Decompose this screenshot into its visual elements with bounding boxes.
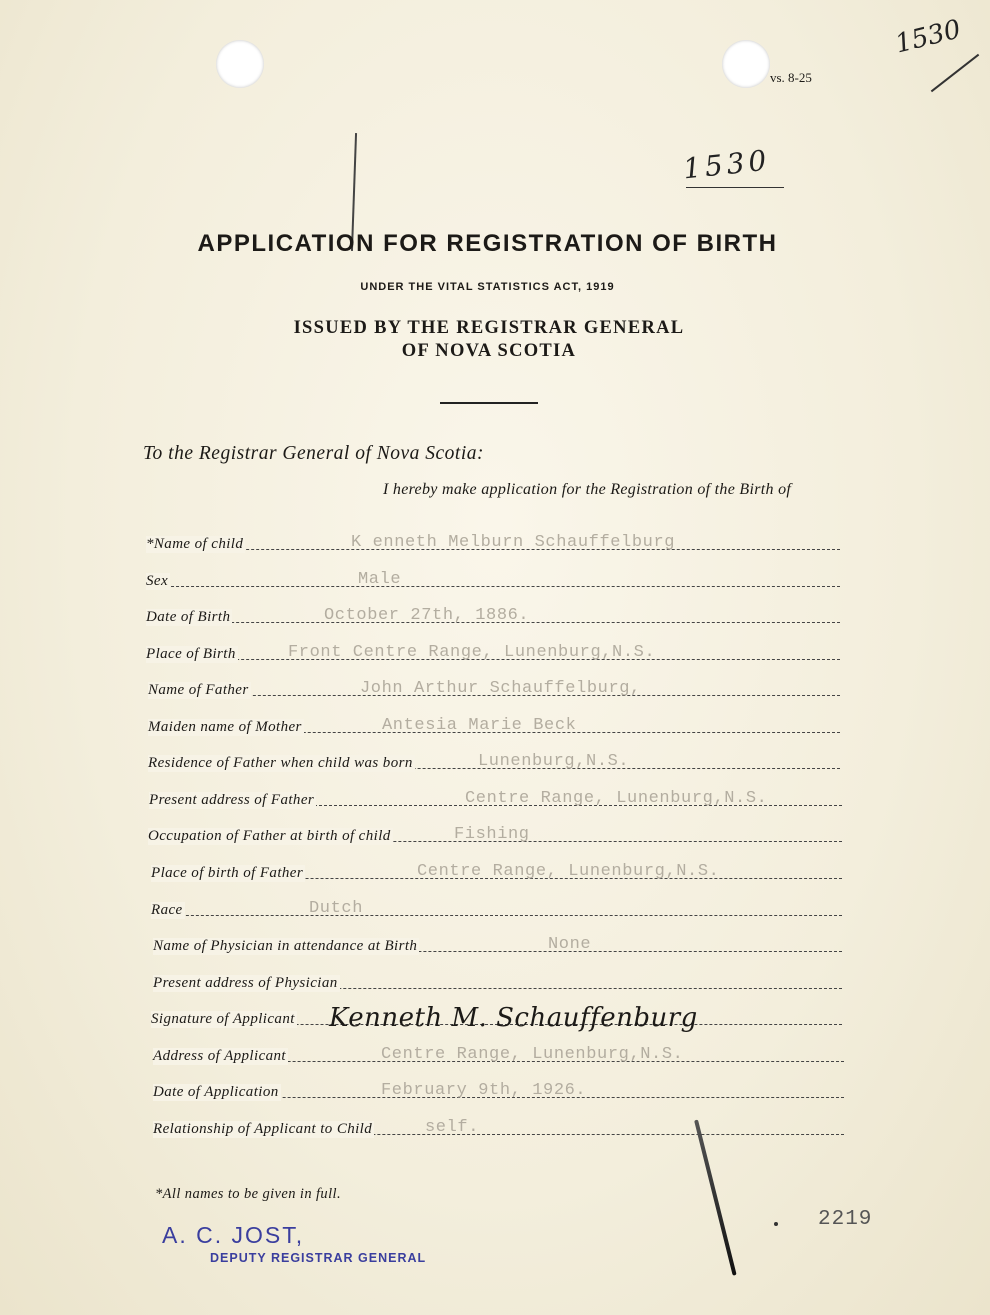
field-line: [151, 915, 842, 916]
field-label: Date of Birth: [146, 609, 231, 625]
field-value: K enneth Melburn Schauffelburg: [351, 533, 676, 552]
field-value: Dutch: [309, 899, 364, 918]
handwritten-number: 1530: [681, 143, 772, 186]
field-value: Antesia Marie Beck: [382, 716, 577, 735]
field-date-of-birth: [146, 606, 840, 628]
field-date-of-application: [153, 1081, 844, 1103]
field-sex: [146, 570, 840, 592]
field-label: Present address of Physician: [153, 975, 338, 991]
field-value: Centre Range, Lunenburg,N.S.: [465, 789, 768, 808]
stamp-name: A. C. JOST,: [162, 1222, 305, 1248]
field-present-address-of-father: [149, 789, 842, 811]
field-signature-of-applicant: [151, 1003, 842, 1033]
field-value: Fishing: [454, 825, 530, 844]
punch-hole-left: [216, 40, 264, 88]
field-label: Place of birth of Father: [151, 865, 304, 881]
corner-file-number: 1530: [892, 14, 964, 60]
salutation: To the Registrar General of Nova Scotia:: [143, 443, 485, 464]
field-name-of-child: [146, 533, 840, 555]
pen-stroke-mark: [694, 1120, 737, 1276]
corner-slash-mark: [931, 54, 980, 93]
field-place-of-birth: [146, 643, 840, 665]
issuer-block: [0, 317, 978, 363]
stamped-file-number: 2219: [818, 1208, 873, 1231]
issuer-line-2: OF NOVA SCOTIA: [401, 341, 577, 361]
field-label: Date of Application: [153, 1084, 279, 1100]
form-code: vs. 8-25: [770, 70, 812, 85]
field-label: Present address of Father: [149, 792, 315, 808]
field-residence-of-father: [148, 752, 840, 774]
field-value: John Arthur Schauffelburg,: [360, 679, 641, 698]
punch-hole-right: [722, 40, 770, 88]
footnote: *All names to be given in full.: [155, 1186, 341, 1202]
field-occupation-of-father: [148, 825, 842, 847]
field-value: Centre Range, Lunenburg,N.S.: [381, 1045, 684, 1064]
field-value: None: [548, 935, 592, 954]
field-value: February 9th, 1926.: [381, 1081, 587, 1100]
field-name-of-father: [148, 679, 840, 701]
field-label: Name of Father: [148, 682, 249, 698]
field-value: Lunenburg,N.S.: [478, 752, 630, 771]
field-label: Name of Physician in attendance at Birth: [153, 938, 418, 954]
field-label: Maiden name of Mother: [148, 719, 302, 735]
field-value: self.: [425, 1118, 480, 1137]
field-label: Place of Birth: [146, 646, 236, 662]
ink-dot: [774, 1222, 778, 1226]
field-value: October 27th, 1886.: [324, 606, 530, 625]
field-value: Front Centre Range, Lunenburg,N.S.: [288, 643, 656, 662]
field-label: Signature of Applicant: [151, 1011, 295, 1027]
issuer-line-1: ISSUED BY THE REGISTRAR GENERAL: [293, 318, 685, 338]
field-relationship-of-applicant: [153, 1118, 844, 1140]
field-label: Race: [151, 902, 183, 918]
field-value: Centre Range, Lunenburg,N.S.: [417, 862, 720, 881]
field-name-of-physician: [153, 935, 842, 957]
intro-text: I hereby make application for the Registration of the Birth of: [383, 481, 792, 498]
handwritten-number-underline: [686, 187, 784, 188]
stamp-title: DEPUTY REGISTRAR GENERAL: [210, 1251, 427, 1265]
divider-rule: [440, 402, 538, 404]
field-place-of-birth-of-father: [151, 862, 842, 884]
field-label: Residence of Father when child was born: [148, 755, 413, 771]
field-value: Male: [358, 570, 402, 589]
field-line: [146, 586, 840, 587]
field-label: Occupation of Father at birth of child: [148, 828, 391, 844]
form-subtitle: UNDER THE VITAL STATISTICS ACT, 1919: [360, 281, 615, 293]
field-race: [151, 899, 842, 921]
form-title: APPLICATION FOR REGISTRATION OF BIRTH: [197, 230, 778, 257]
field-maiden-name-of-mother: [148, 716, 840, 738]
field-label: Relationship of Applicant to Child: [153, 1121, 373, 1137]
field-present-address-of-physician: [153, 972, 842, 994]
field-label: Sex: [146, 573, 169, 589]
field-label: *Name of child: [146, 536, 244, 552]
applicant-signature: Kenneth M. Schauffenburg: [329, 1003, 698, 1033]
field-label: Address of Applicant: [153, 1048, 286, 1064]
field-address-of-applicant: [153, 1045, 844, 1067]
